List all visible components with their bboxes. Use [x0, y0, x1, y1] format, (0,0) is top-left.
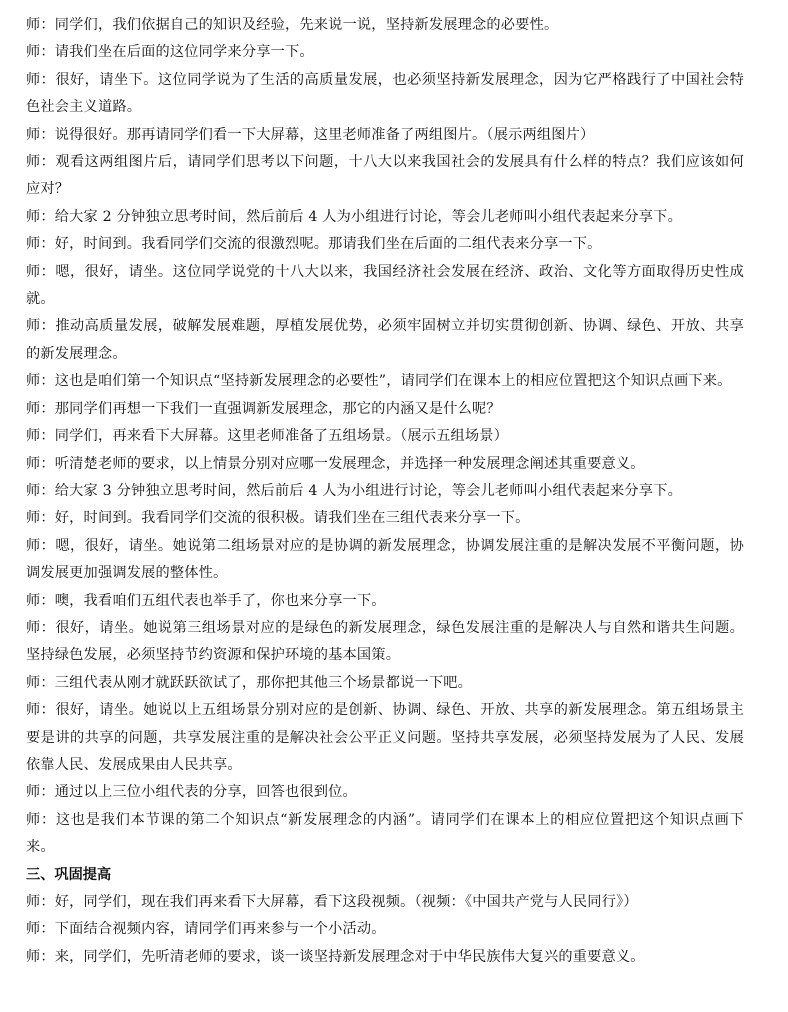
paragraph-21: 师：通过以上三位小组代表的分享，回答也很到位。 — [26, 784, 357, 801]
paragraph-19: 师：三组代表从刚才就跃跃欲试了，那你把其他三个场景都说一下吧。 — [26, 674, 473, 691]
paragraph-22: 师：这也是我们本节课的第二个知识点“新发展理念的内涵”。请同学们在课本上的相应位置把这个知识点画下来。 — [26, 811, 744, 856]
paragraph-14: 师：给大家 3 分钟独立思考时间，然后前后 4 人为小组进行讨论，等会儿老师叫小组代表起来分享下。 — [26, 482, 682, 499]
paragraph-9: 师：推动高质量发展，破解发展难题，厚植发展优势，必须牢固树立并切实贯彻创新、协调、绿色、开放、共享的新发展理念。 — [26, 318, 744, 362]
paragraph-8: 师：嗯，很好，请坐。这位同学说党的十八大以来，我国经济社会发展在经济、政治、文化等方面取得历史性成就。 — [26, 263, 744, 308]
paragraph-16: 师：嗯，很好，请坐。她说第二组场景对应的是协调的新发展理念，协调发展注重的是解决发展不平衡问题，协调发展更加强调发展的整体性。 — [26, 537, 744, 582]
paragraph-15: 师：好，时间到。我看同学们交流的很积极。请我们坐在三组代表来分享一下。 — [26, 510, 530, 527]
paragraph-13: 师：听清楚老师的要求，以上情景分别对应哪一发展理念，并选择一种发展理念阐述其重要意义。 — [26, 455, 645, 472]
paragraph-4: 师：说得很好。那再请同学们看一下大屏幕，这里老师准备了两组图片。（展示两组图片） — [26, 126, 595, 143]
paragraph-2: 师：请我们坐在后面的这位同学来分享一下。 — [26, 44, 314, 61]
paragraph-10: 师：这也是咱们第一个知识点“坚持新发展理念的必要性”，请同学们在课本上的相应位置把这个知识点画下来。 — [26, 373, 732, 390]
paragraph-6: 师：给大家 2 分钟独立思考时间，然后前后 4 人为小组进行讨论，等会儿老师叫小组代表起来分享下。 — [26, 208, 682, 225]
paragraph-12: 师：同学们，再来看下大屏幕。这里老师准备了五组场景。（展示五组场景） — [26, 428, 509, 445]
paragraph-18: 师：很好，请坐。她说第三组场景对应的是绿色的新发展理念，绿色发展注重的是解决人与自然和谐共生问题。坚持绿色发展，必须坚持节约资源和保护环境的基本国策。 — [26, 619, 744, 664]
paragraph-7: 师：好，时间到。我看同学们交流的很激烈呢。那请我们坐在后面的二组代表来分享一下。 — [26, 236, 602, 253]
paragraph-24: 师：下面结合视频内容，请同学们再来参与一个小活动。 — [26, 921, 386, 938]
paragraph-3: 师：很好，请坐下。这位同学说为了生活的高质量发展，也必须坚持新发展理念，因为它严格践行了中国社会特色社会主义道路。 — [26, 71, 744, 116]
section-heading: 三、巩固提高 — [26, 866, 112, 883]
paragraph-5: 师：观看这两组图片后，请同学们思考以下问题，十八大以来我国社会的发展具有什么样的特点？我们应该如何应对？ — [26, 154, 744, 198]
paragraph-23: 师：好，同学们，现在我们再来看下大屏幕，看下这段视频。（视频：《中国共产党与人民同行》） — [26, 894, 638, 910]
paragraph-20: 师：很好，请坐。她说以上五组场景分别对应的是创新、协调、绿色、开放、共享的新发展理念。第五组场景主要是讲的共享的问题，共享发展注重的是解决社会公平正义问题。坚持共享发展，必须坚持发展为了人民、发展依靠人民、发展成果由人民共享。 — [26, 702, 744, 773]
paragraph-17: 师：噢，我看咱们五组代表也举手了，你也来分享一下。 — [26, 592, 386, 609]
paragraph-1: 师：同学们，我们依据自己的知识及经验，先来说一说，坚持新发展理念的必要性。 — [26, 17, 559, 33]
paragraph-25: 师：来，同学们，先听清老师的要求，谈一谈坚持新发展理念对于中华民族伟大复兴的重要意义。 — [26, 948, 645, 965]
paragraph-11: 师：那同学们再想一下我们一直强调新发展理念，那它的内涵又是什么呢？ — [26, 400, 501, 417]
